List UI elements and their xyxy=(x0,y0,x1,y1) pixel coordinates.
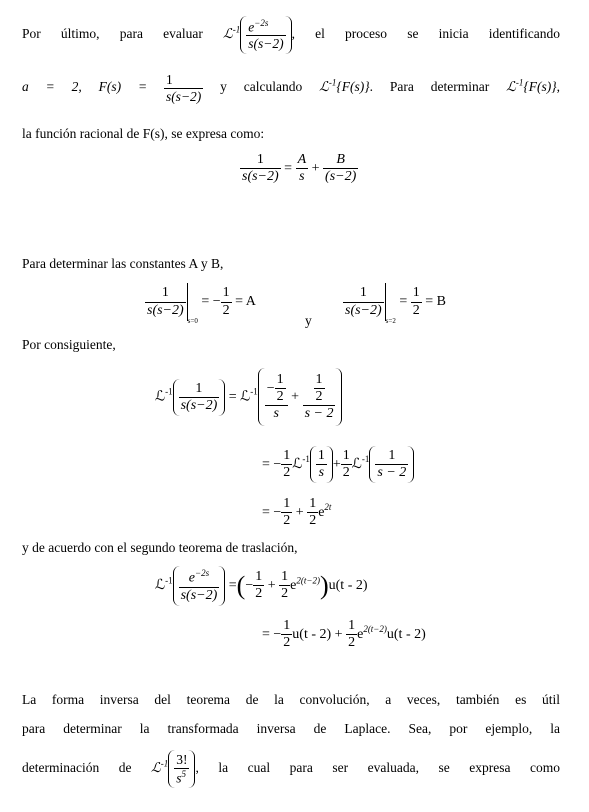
text-lead: a = 2, F(s) = xyxy=(22,79,148,95)
paragraph-line-1: Por último, para evaluar ℒ$^{-1}$ $\frac{e^{-2s}}{s(s-2)}$ , el proceso se inicia identificando xyxy=(22,16,560,54)
paragraph-line-7: La forma inversa del teorema de la convolución, a veces, también es útil xyxy=(22,692,560,707)
text-lead: Por último, para evaluar xyxy=(22,25,203,41)
paragraph-line-9: determinación de ℒ$^{-1}$ $\frac{3!}{s^5}$ , la cual para ser evaluada, se expresa como xyxy=(22,750,560,788)
paragraph-line-3: la función racional de F(s), se expresa como: xyxy=(22,126,265,141)
paragraph-line-2: a = 2, F(s) = $\frac{1}{s(s-2)}$ y calculando ℒ$^{-1}${F(s)}. Para determinar ℒ$^{-1}${F(s)}, xyxy=(22,72,561,104)
brace-expression: $\frac{e^{-2s}}{s(s-2)}$ xyxy=(240,16,291,54)
text-mid: y calculando xyxy=(220,79,303,95)
equation-constant-b: $\frac{1}{s(s-2)}$ $_{s=2}$ = $\frac{1}{2}$ = B xyxy=(343,283,446,321)
paragraph-line-5: Por consiguiente, xyxy=(22,337,116,352)
text-mid2: . Para determinar xyxy=(369,79,490,95)
equation-constant-a: $\frac{1}{s(s-2)}$ $_{s=0}$ = − $\frac{1}{2}$ = A xyxy=(145,283,256,321)
equation-translation-1: ℒ$^{-1}$ $\frac{e^{-2s}}{s(s-2)}$ =(− $\frac{1}{2}$ + $\frac{1}{2}$ $e^{2(t-2)})u(t - 2)$ xyxy=(155,566,368,606)
paragraph-line-8: para determinar la transformada inversa de Laplace. Sea, por ejemplo, la xyxy=(22,721,560,736)
equation-inverse-2: = − $\frac{1}{2}$ ℒ$^{-1}$ $\frac{1}{s}$ + $\frac{1}{2}$ ℒ$^{-1}$ $\frac{1}{s - 2}$ xyxy=(262,446,414,483)
equation-partial-fraction: $\frac{1}{s(s-2)}$ = $\frac{A}{s}$ + $\frac{B}{(s-2)}$ xyxy=(242,152,357,185)
text-and: y xyxy=(305,313,312,328)
equation-inverse-3: = − $\frac{1}{2}$ + $\frac{1}{2}$ $e^{2t}$ xyxy=(262,496,332,529)
equation-inverse-1: ℒ$^{-1}$ $\frac{1}{s(s-2)}$ = ℒ$^{-1}$ − $\frac{1}{2}$ s + $\frac{\frac{1}{2}}{s - 2}$ xyxy=(155,368,342,426)
paragraph-line-6: y de acuerdo con el segundo teorema de traslación, xyxy=(22,540,298,555)
text-trail: , la cual para ser evaluada, se expresa como xyxy=(195,759,560,775)
text-lead: determinación de xyxy=(22,759,132,775)
paragraph-line-4: Para determinar las constantes A y B, xyxy=(22,256,224,271)
text-end: , xyxy=(556,79,561,95)
text-trail: , el proceso se inicia identificando xyxy=(291,25,560,41)
equation-translation-2: = − $\frac{1}{2}$ u(t - 2) + $\frac{1}{2}$ $e^{2(t-2)}u(t - 2)$ xyxy=(262,618,426,651)
